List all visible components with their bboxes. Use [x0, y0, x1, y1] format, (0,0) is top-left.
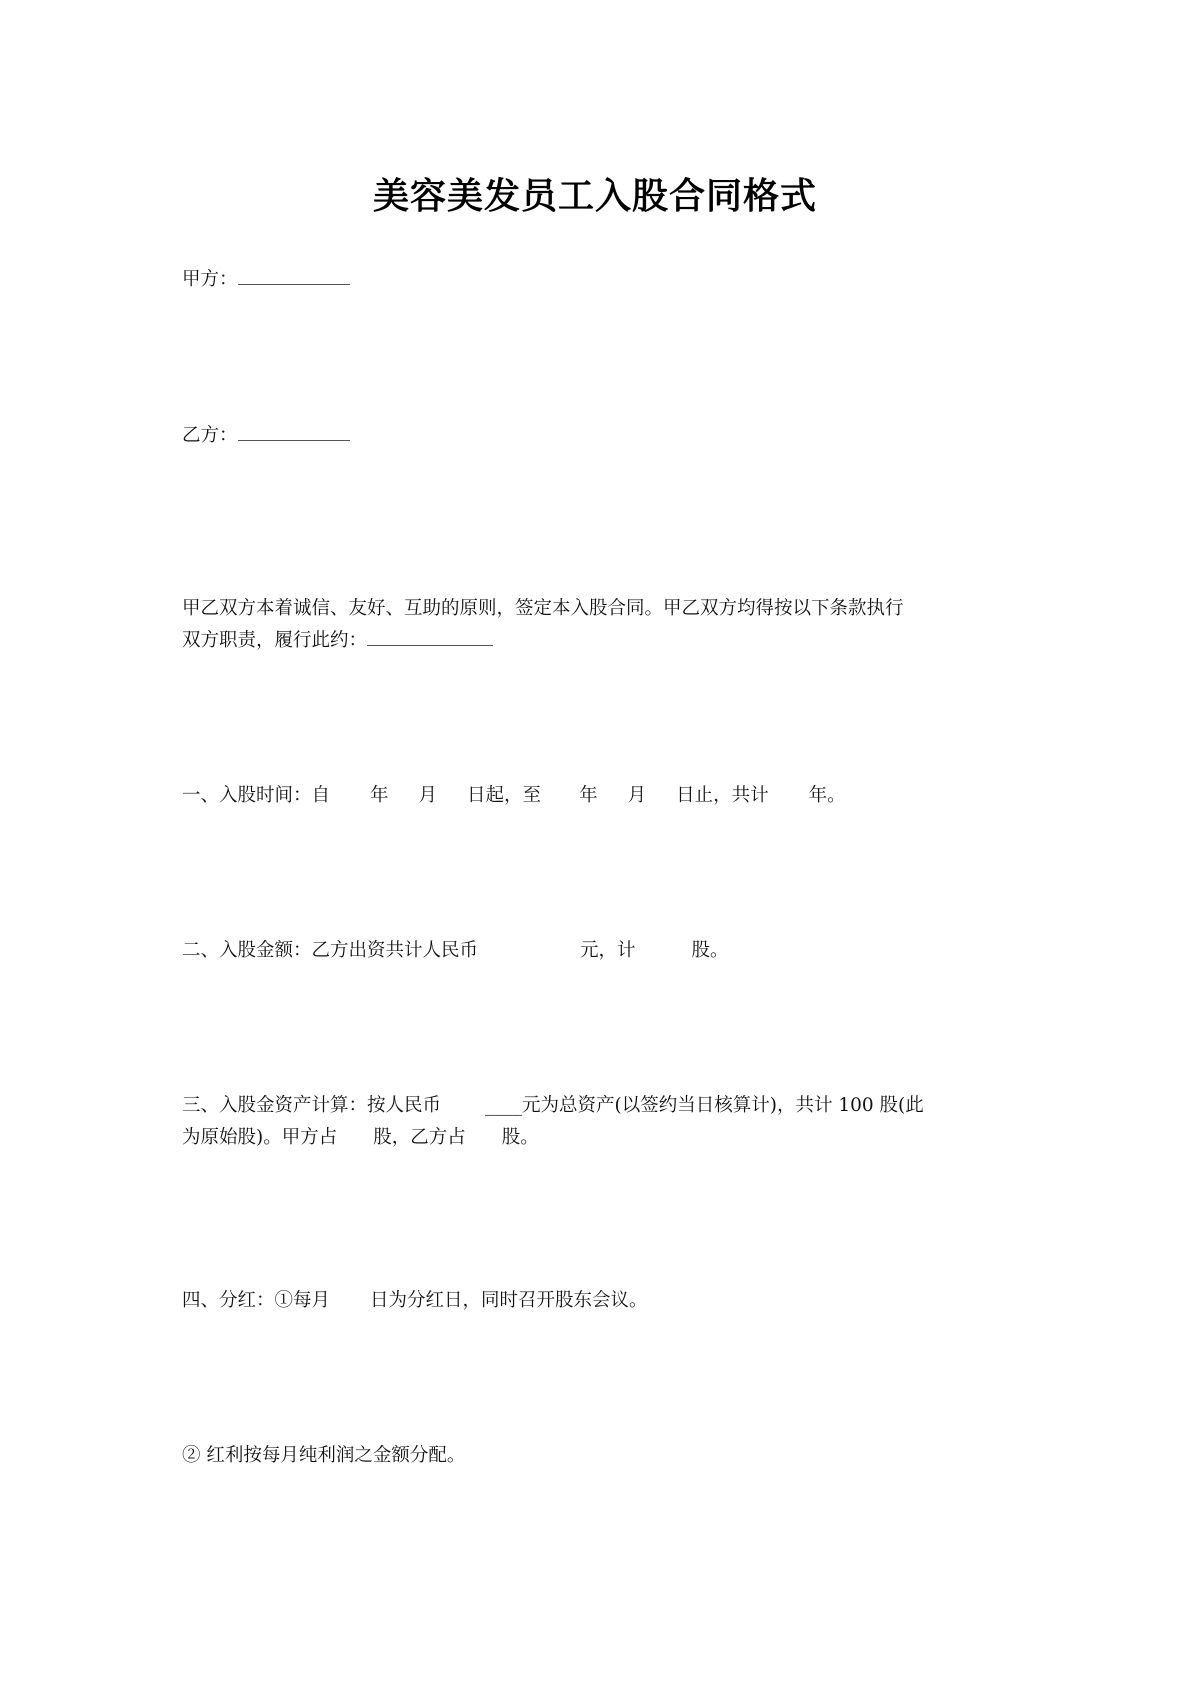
- clause-1-day-end: 日止，共计: [676, 785, 769, 806]
- clause-3-label: 三、入股金资产计算：按人民币: [182, 1095, 442, 1116]
- preamble-blank[interactable]: [367, 627, 493, 646]
- clause-4-dividend: [182, 1285, 1022, 1317]
- clause-3-party-b-share: 股，乙方占: [373, 1127, 466, 1148]
- clause-1-month-end: 月: [627, 785, 647, 806]
- clause-4-label: 四、分红：①每月: [182, 1290, 331, 1311]
- party-b-blank[interactable]: [238, 422, 350, 441]
- party-a-label: 甲方：: [182, 269, 238, 290]
- clause-3-asset-text: ____元为总资产(以签约当日核算计)，共计 100 股(此: [485, 1095, 924, 1116]
- clause-2-yuan: 元，计: [580, 940, 636, 961]
- party-a-line: [182, 264, 1022, 296]
- preamble-line-1: 甲乙双方本着诚信、友好、互助的原则，签定本入股合同。甲乙双方均得按以下条款执行: [182, 598, 904, 619]
- party-b-label: 乙方：: [182, 425, 238, 446]
- clause-4-item-2: ② 红利按每月纯利润之金额分配。: [182, 1445, 466, 1466]
- party-b-line: [182, 420, 1022, 452]
- preamble-line-2: [182, 625, 1022, 657]
- clause-1-year-start: 年: [370, 785, 389, 806]
- clause-3-line-1: [182, 1090, 1022, 1122]
- clause-3-line-2: [182, 1122, 1022, 1154]
- clause-1-label: 一、入股时间：自: [182, 785, 331, 806]
- clause-2-shares: 股。: [691, 940, 729, 961]
- clause-1-year-end: 年: [579, 785, 598, 806]
- clause-3-shares-end: 股。: [501, 1127, 539, 1148]
- preamble-line-2-text: 双方职责，履行此约：: [182, 630, 368, 651]
- clause-1-entry-period: [182, 780, 1022, 812]
- clause-1-day-start: 日起，至: [467, 785, 542, 806]
- clause-1-month-start: 月: [418, 785, 438, 806]
- clause-2-label: 二、入股金额：乙方出资共计人民币: [182, 940, 479, 961]
- clause-4-text: 日为分红日，同时召开股东会议。: [370, 1290, 648, 1311]
- document-title: 美容美发员工入股合同格式: [372, 175, 817, 217]
- clause-1-years-total: 年。: [808, 785, 846, 806]
- party-a-blank[interactable]: [238, 266, 350, 285]
- clause-3-party-a-share: 为原始股)。甲方占: [182, 1127, 338, 1148]
- clause-2-entry-amount: [182, 935, 1022, 967]
